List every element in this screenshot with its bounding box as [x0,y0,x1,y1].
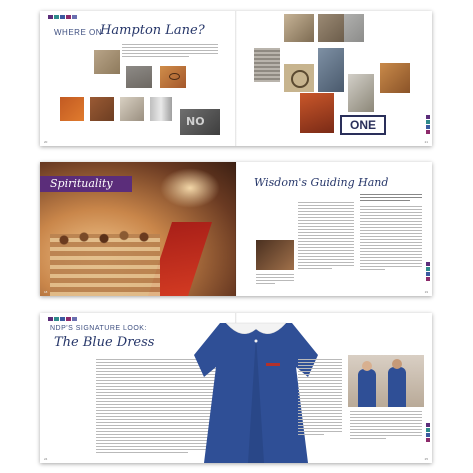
photo-stone-texture [94,50,120,74]
photo-caption [256,274,294,286]
photo-clock-face [284,64,314,92]
page-number-left: 20 [44,140,48,144]
photo-one-sign [340,115,386,135]
spread-where-on-hampton-lane [40,11,432,146]
spread-spirituality [40,162,432,296]
altar-light [160,168,220,208]
dress-right-column [298,359,342,437]
photo-students-in-dress [348,355,424,407]
student-left [358,369,376,407]
byline [360,194,422,203]
photo-fish-plaque [160,66,186,88]
title-script: The Blue Dress [54,335,155,350]
page-edge-tab [426,262,430,281]
photo-window-light [120,97,144,121]
photo-arch-window [348,74,374,112]
photo-red-tiles [60,97,84,121]
article-column-1 [298,202,354,271]
photo-grey-stone [344,14,364,42]
banner-text: Spirituality [50,177,113,190]
dress-pocket [266,363,280,366]
seated-people [54,222,154,252]
page-number-right: 25 [424,457,428,461]
photo-stone-wall [318,14,344,42]
photo-mosaic [318,48,344,92]
photo-wood-panel [380,63,410,93]
photo-caption [350,411,422,441]
page-edge-tab [426,115,430,134]
student-right [388,367,406,407]
photo-stained-glass [300,93,334,133]
title-script: Hampton Lane? [100,23,205,38]
photo-brick [90,97,114,121]
photo-panel [126,66,152,88]
spread-gutter [235,11,237,146]
spread-gutter [235,162,237,296]
title-prefix: NDP'S SIGNATURE LOOK: [50,325,147,332]
photo-students-reading [256,240,294,270]
dress-button [255,340,258,343]
page-number-right: 21 [424,140,428,144]
photo-vent-grille [254,48,280,82]
spread-blue-dress [40,313,432,463]
page-number-left: 18 [44,290,48,294]
wisdom-title: Wisdom's Guiding Hand [254,176,389,189]
photo-metal-letters: NO [180,109,220,135]
title-prefix: WHERE ON [54,28,102,37]
one-sign-text: ONE [349,118,376,132]
spirituality-banner [40,176,132,192]
page-edge-tab [426,423,430,442]
photo-stair-rail [284,14,314,42]
intro-text-block [122,44,218,59]
color-swatch-bar [48,15,77,19]
article-column-2 [360,206,422,272]
color-swatch-bar [48,317,77,321]
page-number-left: 24 [44,457,48,461]
photo-column [150,97,172,121]
page-number-right: 19 [424,290,428,294]
